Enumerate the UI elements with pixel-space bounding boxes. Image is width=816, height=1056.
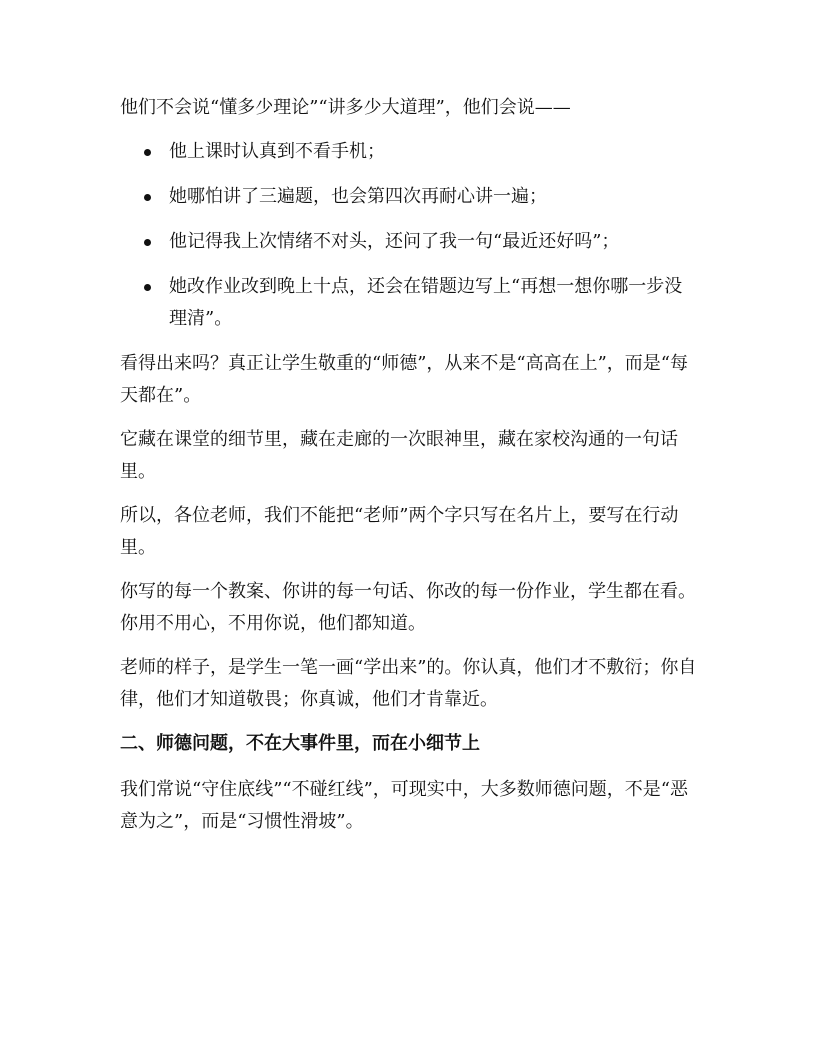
list-item <box>120 271 700 335</box>
body-paragraph: 你写的每一个教案、你讲的每一句话、你改的每一份作业，学生都在看。你用不用心，不用你说，他们都知道。 <box>120 581 696 634</box>
list-item-text: 她哪怕讲了三遍题，也会第四次再耐心讲一遍； <box>169 186 547 207</box>
list-item <box>120 181 700 213</box>
bullet-dot-icon <box>144 194 151 201</box>
list-item-text: 他记得我上次情绪不对头，还问了我一句“最近还好吗”； <box>169 231 620 252</box>
body-paragraph: 老师的样子，是学生一笔一画“学出来”的。你认真，他们才不敷衍；你自律，他们才知道敬畏；你真诚，他们才肯靠近。 <box>120 657 697 710</box>
body-paragraph: 看得出来吗？真正让学生敬重的“师德”，从来不是“高高在上”，而是“每天都在”。 <box>120 353 689 406</box>
section-heading: 二、师德问题，不在大事件里，而在小细节上 <box>120 733 480 754</box>
section-paragraph: 我们常说“守住底线”“不碰红线”，可现实中，大多数师德问题，不是“恶意为之”，而是“习惯性滑坡”。 <box>120 779 689 832</box>
document-page <box>120 92 700 850</box>
bullet-dot-icon <box>144 284 151 291</box>
list-item-text: 她改作业改到晚上十点，还会在错题边写上“再想一想你哪一步没理清”。 <box>169 276 683 329</box>
list-item <box>120 136 700 168</box>
bullet-list <box>120 136 700 335</box>
intro-paragraph: 他们不会说“懂多少理论”“讲多少大道理”，他们会说—— <box>120 97 571 118</box>
body-paragraph: 它藏在课堂的细节里，藏在走廊的一次眼神里，藏在家校沟通的一句话里。 <box>120 429 678 482</box>
bullet-dot-icon <box>144 239 151 246</box>
body-paragraph: 所以，各位老师，我们不能把“老师”两个字只写在名片上，要写在行动里。 <box>120 505 679 558</box>
bullet-dot-icon <box>144 149 151 156</box>
list-item-text: 他上课时认真到不看手机； <box>169 141 385 162</box>
list-item <box>120 226 700 258</box>
